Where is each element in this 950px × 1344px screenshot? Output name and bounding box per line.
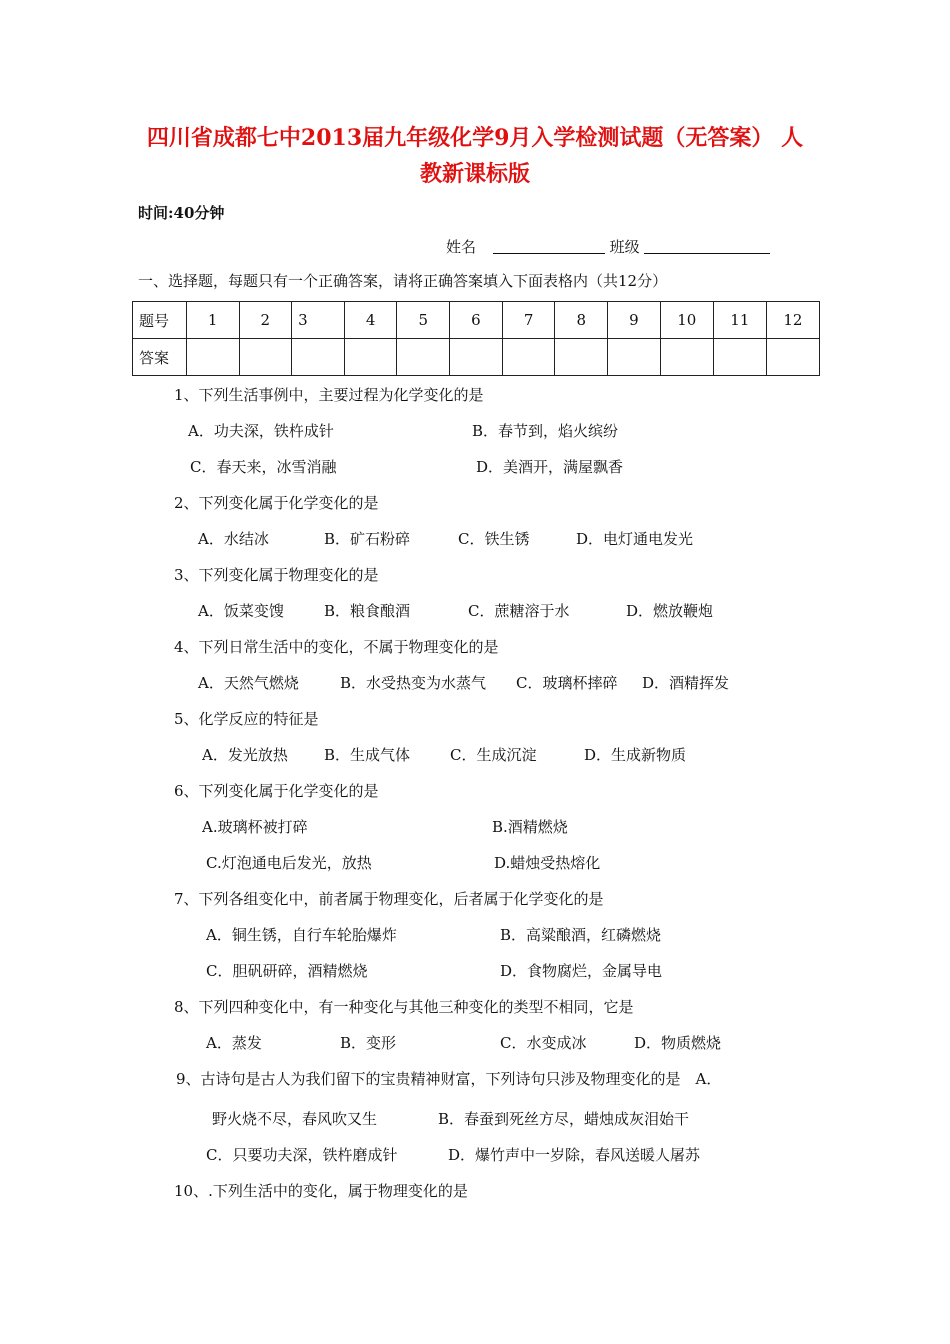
question-7-stem: 7、下列各组变化中，前者属于物理变化，后者属于化学变化的是 [174,890,604,908]
table-cell-number: 10 [660,302,713,339]
table-cell-number: 11 [713,302,766,339]
student-info-line [446,236,770,257]
exam-title [120,120,830,192]
answer-cell[interactable] [292,339,345,376]
answer-cell[interactable] [186,339,239,376]
question-9-stem: 9、古诗句是古人为我们留下的宝贵精神财富，下列诗句只涉及物理变化的是 A． [176,1070,722,1088]
question-1-option-d: D．美酒开，满屋飘香 [476,458,624,476]
name-blank[interactable] [493,237,605,254]
table-cell-number: 4 [344,302,397,339]
question-3-option-a: A．饭菜变馊 [198,602,284,620]
question-1-option-a: A．功夫深，铁杵成针 [188,422,334,440]
question-2-option-d: D．电灯通电发光 [576,530,694,548]
table-cell-number: 3 [292,302,345,339]
question-6-option-c: C.灯泡通电后发光，放热 [206,854,372,872]
question-5-option-a: A．发光放热 [202,746,288,764]
title-line-2: 教新课标版 [419,161,530,187]
question-7-option-b: B．高粱酿酒，红磷燃烧 [500,926,662,944]
question-5-stem: 5、化学反应的特征是 [174,710,319,728]
question-1-option-b: B．春节到，焰火缤纷 [472,422,619,440]
question-5-option-c: C．生成沉淀 [450,746,537,764]
question-7-option-a: A．铜生锈，自行车轮胎爆炸 [206,926,397,944]
question-8-option-a: A．蒸发 [206,1034,262,1052]
question-2-option-b: B．矿石粉碎 [324,530,411,548]
table-cell-number: 7 [502,302,555,339]
table-cell-number: 1 [186,302,239,339]
question-2-stem: 2、下列变化属于化学变化的是 [174,494,379,512]
question-9-option-c: C．只要功夫深，铁杵磨成针 [206,1146,398,1164]
question-6-option-d: D.蜡烛受热熔化 [494,854,601,872]
question-2-option-a: A．水结冰 [198,530,269,548]
question-1-stem: 1、下列生活事例中，主要过程为化学变化的是 [174,386,484,404]
answer-cell[interactable] [450,339,503,376]
answer-cell[interactable] [502,339,555,376]
question-8-stem: 8、下列四种变化中，有一种变化与其他三种变化的类型不相同，它是 [174,998,634,1016]
table-cell-number: 9 [608,302,661,339]
question-5-option-b: B．生成气体 [324,746,411,764]
question-5-option-d: D．生成新物质 [584,746,687,764]
table-cell-number: 6 [450,302,503,339]
question-4-option-d: D．酒精挥发 [642,674,730,692]
question-6-option-b: B.酒精燃烧 [492,818,568,836]
question-8-option-d: D．物质燃烧 [634,1034,722,1052]
answer-cell[interactable] [713,339,766,376]
question-4-option-b: B．水受热变为水蒸气 [340,674,487,692]
question-4-option-c: C．玻璃杯摔碎 [516,674,618,692]
answer-cell[interactable] [660,339,713,376]
question-6-stem: 6、下列变化属于化学变化的是 [174,782,379,800]
answer-table [132,301,820,376]
answer-cell[interactable] [555,339,608,376]
question-8-option-b: B．变形 [340,1034,397,1052]
class-blank[interactable] [644,237,770,254]
answer-cell[interactable] [608,339,661,376]
row-head-answer: 答案 [133,339,187,376]
table-row-answers [133,339,820,376]
question-3-option-b: B．粮食酿酒 [324,602,411,620]
question-7-option-c: C．胆矾研碎，酒精燃烧 [206,962,368,980]
question-6-option-a: A.玻璃杯被打碎 [202,818,308,836]
class-label: 班级 [609,238,640,256]
question-2-option-c: C．铁生锈 [458,530,530,548]
question-3-option-d: D．燃放鞭炮 [626,602,714,620]
section-heading: 一、选择题，每题只有一个正确答案，请将正确答案填入下面表格内（共12分） [138,272,668,290]
answer-cell[interactable] [397,339,450,376]
question-4-option-a: A．天然气燃烧 [198,674,299,692]
answer-cell[interactable] [344,339,397,376]
question-3-stem: 3、下列变化属于物理变化的是 [174,566,379,584]
question-3-option-c: C．蔗糖溶于水 [468,602,570,620]
title-line-1: 四川省成都七中2013届九年级化学9月入学检测试题（无答案） 人 [146,125,804,151]
question-9-option-a: 野火烧不尽，春风吹又生 [212,1110,378,1128]
answer-cell[interactable] [239,339,292,376]
question-4-stem: 4、下列日常生活中的变化，不属于物理变化的是 [174,638,499,656]
table-cell-number: 8 [555,302,608,339]
table-row-numbers [133,302,820,339]
question-1-option-c: C．春天来，冰雪消融 [190,458,337,476]
row-head-number: 题号 [133,302,187,339]
time-limit: 时间:40分钟 [138,204,225,222]
answer-cell[interactable] [766,339,819,376]
question-8-option-c: C．水变成冰 [500,1034,587,1052]
name-label: 姓名 [446,238,477,256]
question-9-option-b: B．春蚕到死丝方尽，蜡烛成灰泪始干 [438,1110,690,1128]
question-7-option-d: D．食物腐烂，金属导电 [500,962,663,980]
table-cell-number: 2 [239,302,292,339]
table-cell-number: 5 [397,302,450,339]
question-9-option-d: D．爆竹声中一岁除，春风送暖人屠苏 [448,1146,701,1164]
table-cell-number: 12 [766,302,819,339]
question-10-stem: 10、.下列生活中的变化，属于物理变化的是 [174,1182,468,1200]
